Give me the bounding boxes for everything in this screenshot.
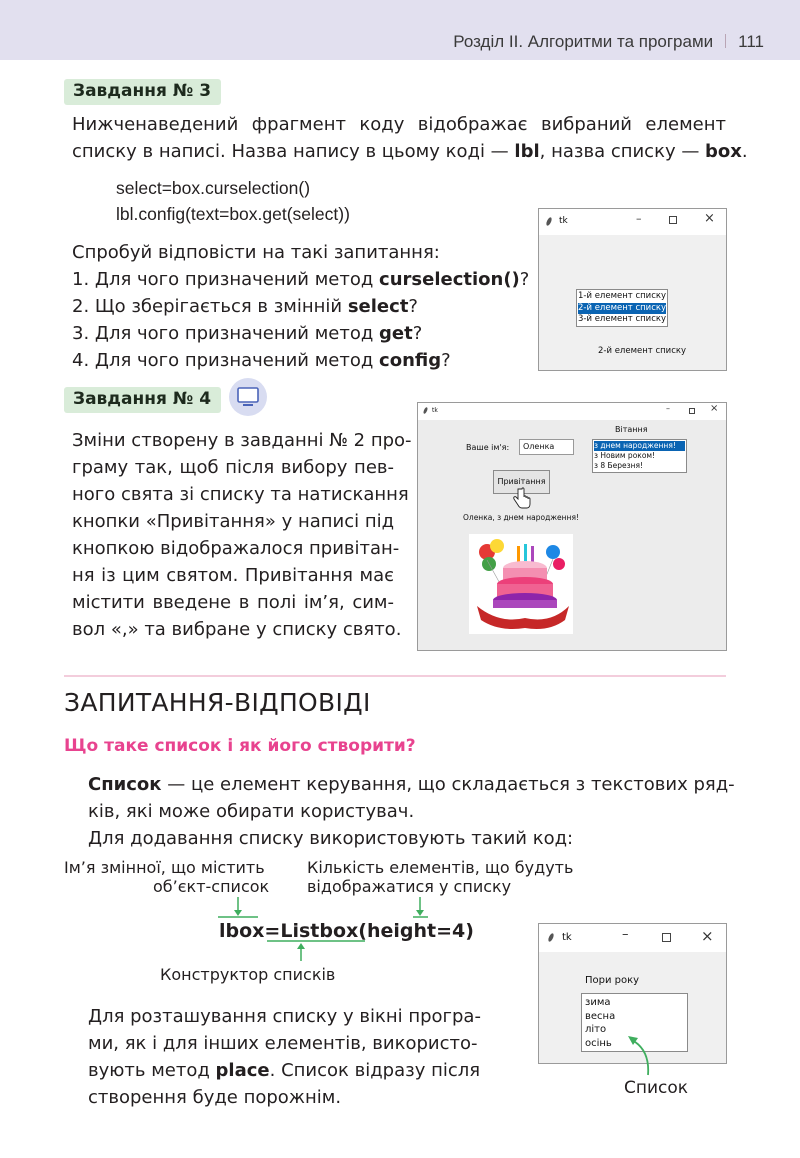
hand-cursor-icon [512, 487, 532, 509]
text-fragment: ? [519, 269, 530, 290]
window-title: tk [562, 932, 572, 943]
qa-question: Що таке список і як його створити? [64, 736, 416, 756]
close-icon[interactable]: × [701, 927, 714, 945]
greeting-result: Оленка, з днем народження! [463, 513, 579, 522]
seasons-label: Пори року [585, 975, 640, 986]
task4-text [72, 427, 412, 643]
method-name: config [379, 350, 442, 371]
tk-feather-icon [547, 933, 554, 943]
window-titlebar [418, 403, 726, 420]
text-fragment: 2. Що зберігається в змінній [72, 296, 348, 317]
text-fragment: списку в написі. Назва напису в цьому коді — [72, 141, 515, 162]
task4-line: Зміни створену в завданні № 2 про- [72, 430, 412, 451]
list-item-selected[interactable]: 2-й елемент списку [578, 302, 667, 313]
qa-p1-line1 [88, 771, 735, 798]
text-fragment: ? [412, 323, 423, 344]
annotation-constructor: Конструктор списків [160, 965, 336, 984]
text-fragment: . [741, 141, 748, 162]
annotation-variable [64, 858, 269, 896]
list-name: box [705, 141, 742, 162]
greeting-button[interactable]: Привітання [493, 470, 550, 494]
task4-line: кнопкою відображалося привітан- [72, 538, 400, 559]
question-2 [72, 293, 542, 320]
task3-intro-line1: Нижченаведений фрагмент коду відображає вибраний елемент [72, 114, 726, 135]
method-name: get [379, 323, 413, 344]
question-1 [72, 266, 542, 293]
list-item[interactable]: з Новим роком! [594, 451, 656, 460]
minimize-icon[interactable]: – [636, 212, 642, 225]
running-header [453, 32, 764, 52]
text-fragment: ? [408, 296, 418, 317]
list-pointer-arrow [622, 1030, 662, 1080]
page-number: 111 [738, 32, 764, 51]
list-item[interactable]: літо [585, 1024, 607, 1035]
task4-label: Завдання № 4 [64, 387, 221, 413]
maximize-icon[interactable] [689, 408, 695, 414]
listbox-code: lbox=Listbox(height=4) [219, 920, 474, 942]
list-item[interactable]: з 8 Березня! [594, 461, 644, 470]
question-3 [72, 320, 542, 347]
qa-p1-line2: ків, які може обирати користувач. [88, 801, 415, 822]
window-title: tk [432, 407, 438, 414]
list-item[interactable]: осінь [585, 1037, 612, 1049]
label-name: lbl [514, 141, 540, 162]
qa-title: ЗАПИТАННЯ-ВІДПОВІДІ [64, 688, 371, 717]
window-titlebar [539, 209, 726, 235]
list-item[interactable]: зима [585, 997, 611, 1008]
text-fragment: вують метод [88, 1060, 216, 1081]
annotation-line: Ім’я змінної, що містить [64, 858, 265, 877]
task3-tk-window [538, 208, 727, 371]
questions-intro: Спробуй відповісти на такі запитання: [72, 242, 440, 263]
listbox[interactable] [592, 439, 687, 473]
name-input[interactable]: Оленка [519, 439, 574, 455]
name-label: Ваше ім'я: [466, 443, 510, 452]
qa-p2: Для додавання списку використовують такий код: [88, 828, 574, 849]
method-name: curselection() [379, 269, 520, 290]
text-fragment: — це елемент керування, що складається з текстових ряд- [161, 774, 735, 795]
annotation-line: Кількість елементів, що будуть [307, 858, 574, 877]
task3-intro-line2 [72, 138, 748, 165]
term: Список [88, 774, 162, 795]
qa-p3-line: ми, як і для інших елементів, використо- [88, 1033, 478, 1054]
listbox[interactable] [576, 289, 668, 327]
question-4 [72, 347, 542, 374]
tk-feather-icon [545, 217, 552, 227]
task3-code [116, 175, 350, 227]
maximize-icon[interactable] [662, 933, 671, 942]
text-fragment: 4. Для чого призначений метод [72, 350, 380, 371]
text-fragment: 3. Для чого призначений метод [72, 323, 380, 344]
task4-line: ного свята зі списку та натискання [72, 484, 409, 505]
text-fragment: ? [441, 350, 451, 371]
text-fragment: 1. Для чого призначений метод [72, 269, 380, 290]
qa-paragraph-1 [88, 771, 735, 852]
task4-line: ня із цим святом. Привітання має [72, 565, 394, 586]
list-item-selected[interactable]: з днем народження! [594, 441, 685, 451]
annotation-height [307, 858, 573, 896]
text-fragment: . Список відразу після [269, 1060, 481, 1081]
birthday-cake-image [469, 534, 573, 634]
task4-tk-window [417, 402, 727, 651]
section-divider [64, 675, 726, 677]
maximize-icon[interactable] [669, 216, 677, 224]
code-line: lbl.config(text=box.get(select)) [116, 204, 350, 224]
task4-line: кнопки «Привітання» у написі під [72, 511, 395, 532]
window-title: tk [559, 216, 568, 226]
annotation-line: відображатися у списку [307, 877, 512, 896]
qa-p3-line [88, 1057, 481, 1084]
variable-name: select [347, 296, 409, 317]
text-fragment: , назва списку — [539, 141, 706, 162]
task3-questions [72, 239, 542, 374]
minimize-icon[interactable]: – [622, 927, 629, 942]
section-title: Розділ ІІ. Алгоритми та програми [453, 32, 714, 51]
task4-line: вол «,» та вибране у списку свято. [72, 619, 402, 640]
annotation-line: об’єкт-список [153, 877, 270, 896]
task4-line: містити введене в полі ім’я, сим- [72, 592, 394, 613]
window-titlebar [539, 924, 726, 952]
method-name: place [215, 1060, 270, 1081]
tk-feather-icon [423, 407, 429, 415]
qa-paragraph-3 [88, 1003, 481, 1111]
header-label: Вітання [615, 425, 648, 434]
list-item[interactable]: 3-й елемент списку [578, 314, 667, 324]
minimize-icon[interactable]: – [666, 404, 670, 413]
result-label: 2-й елемент списку [598, 346, 687, 356]
list-item[interactable]: 1-й елемент списку [578, 291, 667, 301]
header-separator [725, 34, 726, 48]
task4-line: граму так, щоб після вибору пев- [72, 457, 394, 478]
list-item[interactable]: весна [585, 1010, 616, 1022]
close-icon[interactable]: × [710, 403, 719, 414]
task3-label: Завдання № 3 [64, 79, 221, 105]
task3-intro [72, 111, 748, 165]
list-caption: Список [624, 1078, 689, 1098]
close-icon[interactable]: × [704, 211, 715, 226]
computer-icon [229, 378, 267, 416]
code-line: select=box.curselection() [116, 178, 311, 198]
qa-p3-line: створення буде порожнім. [88, 1087, 342, 1108]
qa-p3-line: Для розташування списку у вікні програ- [88, 1006, 481, 1027]
